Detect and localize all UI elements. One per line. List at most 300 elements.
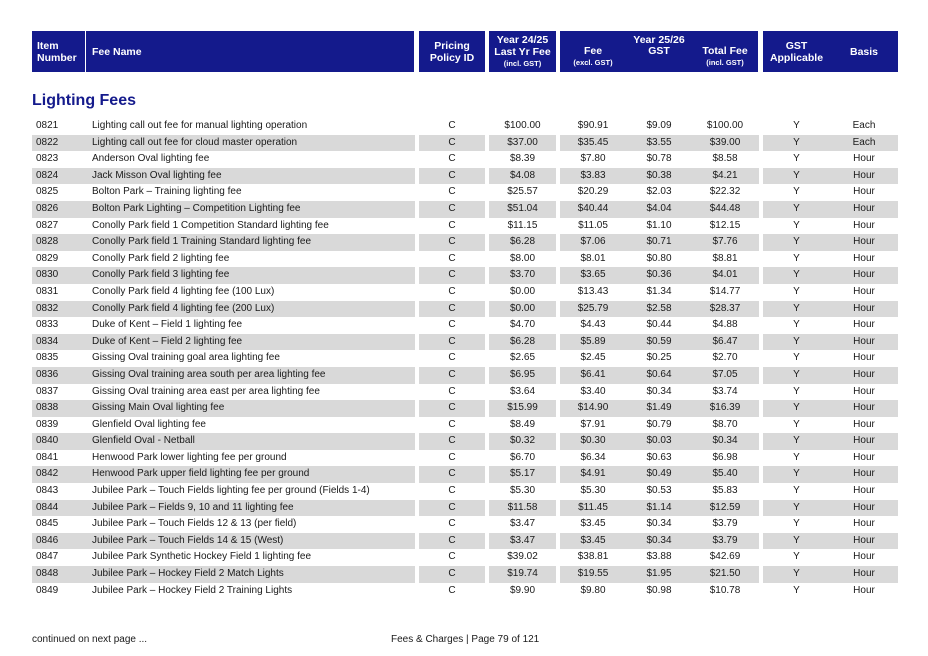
cell-pricing-policy: C — [448, 202, 456, 214]
cell-item-number: 0847 — [36, 551, 59, 563]
cell-item-number: 0831 — [36, 285, 59, 297]
cell-gst: $0.71 — [646, 236, 672, 248]
cell-item-number: 0833 — [36, 319, 59, 331]
table-row — [32, 417, 898, 434]
cell-gst: $3.55 — [646, 136, 672, 148]
cell-basis: Hour — [853, 335, 875, 347]
cell-fee-excl-gst: $90.91 — [577, 120, 609, 131]
cell-item-number: 0823 — [36, 153, 59, 165]
cell-fee-excl-gst: $40.44 — [577, 202, 609, 214]
cell-item-number: 0835 — [36, 352, 59, 364]
cell-gst-applicable: Y — [793, 120, 800, 131]
cell-last-year-fee: $19.74 — [507, 568, 538, 580]
cell-fee-name: Jubilee Park Synthetic Hockey Field 1 lighting fee — [92, 551, 312, 563]
cell-fee-name: Henwood Park upper field lighting fee per ground — [92, 468, 310, 480]
cell-last-year-fee: $0.32 — [509, 435, 536, 447]
cell-total-fee: $10.78 — [709, 584, 741, 596]
cell-last-year-fee: $8.39 — [509, 153, 536, 165]
cell-total-fee: $8.70 — [712, 418, 738, 430]
cell-basis: Hour — [853, 302, 875, 314]
cell-total-fee: $8.81 — [712, 252, 738, 264]
cell-basis: Hour — [853, 186, 875, 198]
cell-basis: Hour — [853, 584, 875, 596]
cell-gst: $0.38 — [646, 169, 672, 181]
cell-fee-excl-gst: $14.90 — [577, 402, 609, 414]
cell-gst: $2.58 — [646, 302, 672, 314]
cell-pricing-policy: C — [448, 385, 456, 397]
cell-basis: Hour — [853, 402, 875, 414]
cell-fee-excl-gst: $5.30 — [580, 485, 606, 497]
cell-total-fee: $21.50 — [709, 568, 741, 580]
header-gst — [626, 41, 692, 72]
header-year-2425-title: Year 24/25 — [496, 33, 549, 46]
cell-basis: Hour — [853, 252, 875, 264]
cell-basis: Hour — [853, 202, 875, 214]
cell-total-fee: $3.79 — [712, 518, 738, 530]
cell-basis: Hour — [853, 153, 875, 165]
cell-gst: $1.34 — [646, 285, 672, 297]
cell-item-number: 0824 — [36, 169, 59, 181]
cell-item-number: 0837 — [36, 385, 59, 397]
cell-fee-excl-gst: $25.79 — [577, 302, 609, 314]
column-separator — [415, 118, 419, 599]
cell-item-number: 0843 — [36, 485, 59, 497]
cell-pricing-policy: C — [448, 302, 456, 314]
cell-gst: $1.95 — [646, 568, 672, 580]
cell-gst-applicable: Y — [793, 169, 800, 181]
cell-total-fee: $8.58 — [712, 153, 738, 165]
cell-pricing-policy: C — [448, 468, 456, 480]
cell-pricing-policy: C — [448, 501, 456, 513]
cell-gst-applicable: Y — [793, 501, 800, 513]
cell-basis: Hour — [853, 319, 875, 331]
table-row — [32, 549, 898, 566]
cell-fee-name: Bolton Park – Training lighting fee — [92, 186, 242, 198]
header-total-fee — [692, 41, 758, 72]
cell-last-year-fee: $37.00 — [507, 136, 538, 148]
cell-fee-name: Bolton Park Lighting – Competition Lighting fee — [92, 202, 301, 214]
cell-basis: Hour — [853, 435, 875, 447]
cell-total-fee: $16.39 — [709, 402, 741, 414]
cell-item-number: 0827 — [36, 219, 59, 231]
header-fee-sub: (excl. GST) — [573, 57, 613, 67]
cell-basis: Hour — [853, 501, 875, 513]
cell-pricing-policy: C — [448, 435, 456, 447]
cell-pricing-policy: C — [448, 252, 456, 264]
cell-gst: $4.04 — [646, 202, 672, 214]
cell-last-year-fee: $25.57 — [507, 186, 538, 198]
cell-gst-applicable: Y — [793, 584, 800, 596]
cell-last-year-fee: $8.00 — [509, 252, 536, 264]
cell-fee-name: Anderson Oval lighting fee — [92, 153, 210, 165]
cell-last-year-fee: $6.28 — [509, 335, 536, 347]
cell-basis: Hour — [853, 485, 875, 497]
table-row — [32, 168, 898, 185]
cell-last-year-fee: $15.99 — [507, 402, 538, 414]
cell-gst: $3.88 — [646, 551, 672, 563]
cell-fee-excl-gst: $7.91 — [580, 418, 606, 430]
cell-fee-name: Conolly Park field 4 lighting fee (100 Lux) — [92, 285, 275, 297]
table-row — [32, 135, 898, 152]
cell-fee-name: Gissing Oval training area south per area lighting fee — [92, 368, 326, 380]
header-gst-applicable — [763, 31, 830, 72]
cell-gst-applicable: Y — [793, 402, 800, 414]
header-year-2425-sub: (incl. GST) — [503, 58, 542, 68]
cell-last-year-fee: $39.02 — [507, 551, 538, 563]
header-year-2526-title: Year 25/26 — [633, 34, 685, 46]
table-row — [32, 384, 898, 401]
cell-total-fee: $4.88 — [712, 319, 738, 331]
table-row — [32, 466, 898, 483]
cell-item-number: 0849 — [36, 584, 59, 596]
cell-gst-applicable: Y — [793, 319, 800, 331]
cell-gst: $0.25 — [646, 352, 672, 364]
table-row — [32, 118, 898, 135]
cell-basis: Hour — [853, 451, 875, 463]
cell-last-year-fee: $51.04 — [507, 202, 538, 214]
cell-item-number: 0834 — [36, 335, 59, 347]
header-item-number-label: Item Number — [37, 39, 77, 64]
cell-gst: $0.34 — [646, 534, 672, 546]
cell-gst: $0.63 — [646, 451, 672, 463]
cell-total-fee: $6.98 — [712, 451, 738, 463]
cell-basis: Hour — [853, 385, 875, 397]
cell-total-fee: $7.05 — [712, 368, 738, 380]
cell-item-number: 0839 — [36, 418, 59, 430]
cell-last-year-fee: $3.47 — [509, 534, 536, 546]
cell-gst-applicable: Y — [793, 252, 800, 264]
cell-item-number: 0838 — [36, 402, 59, 414]
cell-gst-applicable: Y — [793, 518, 800, 530]
cell-total-fee: $12.59 — [709, 501, 741, 513]
column-separator — [556, 118, 560, 599]
footer-page-info: Fees & Charges | Page 79 of 121 — [391, 634, 540, 645]
cell-basis: Hour — [853, 368, 875, 380]
cell-pricing-policy: C — [448, 402, 456, 414]
table-row — [32, 350, 898, 367]
cell-pricing-policy: C — [448, 352, 456, 364]
cell-item-number: 0828 — [36, 236, 59, 248]
header-basis — [830, 31, 898, 72]
cell-fee-excl-gst: $3.40 — [580, 385, 606, 397]
cell-pricing-policy: C — [448, 169, 456, 181]
table-row — [32, 218, 898, 235]
cell-last-year-fee: $4.08 — [509, 169, 536, 181]
cell-basis: Hour — [853, 269, 875, 281]
cell-last-year-fee: $11.15 — [507, 219, 538, 231]
cell-pricing-policy: C — [448, 219, 456, 231]
cell-gst: $2.03 — [646, 186, 672, 198]
cell-gst: $1.14 — [646, 501, 672, 513]
cell-total-fee: $12.15 — [709, 219, 741, 231]
cell-fee-name: Conolly Park field 1 Training Standard lighting fee — [92, 236, 312, 248]
header-gst-basis — [763, 31, 898, 72]
cell-basis: Hour — [853, 285, 875, 297]
cell-fee-name: Gissing Oval training area east per area lighting fee — [92, 385, 320, 397]
header-fee-label: Fee — [583, 44, 603, 57]
cell-fee-name: Jack Misson Oval lighting fee — [92, 169, 222, 181]
cell-pricing-policy: C — [448, 186, 456, 198]
cell-total-fee: $4.01 — [712, 269, 738, 281]
cell-gst-applicable: Y — [793, 335, 800, 347]
cell-basis: Hour — [853, 169, 875, 181]
cell-fee-excl-gst: $6.34 — [580, 451, 606, 463]
cell-fee-excl-gst: $0.30 — [580, 435, 606, 447]
cell-pricing-policy: C — [448, 485, 456, 497]
cell-gst: $0.36 — [646, 269, 672, 281]
table-row — [32, 151, 898, 168]
cell-pricing-policy: C — [448, 236, 456, 248]
cell-last-year-fee: $9.90 — [509, 584, 536, 596]
header-year-2425-label: Last Yr Fee — [494, 45, 551, 58]
cell-total-fee: $44.48 — [709, 202, 741, 214]
cell-gst: $1.49 — [646, 402, 672, 414]
table-row — [32, 566, 898, 583]
header-pricing-policy-id-label: Pricing Policy ID — [429, 39, 475, 64]
cell-basis: Hour — [853, 568, 875, 580]
cell-last-year-fee: $8.49 — [509, 418, 536, 430]
cell-gst: $9.09 — [646, 120, 672, 131]
cell-item-number: 0826 — [36, 202, 59, 214]
cell-gst-applicable: Y — [793, 236, 800, 248]
cell-fee-name: Conolly Park field 2 lighting fee — [92, 252, 230, 264]
header-total-fee-label: Total Fee — [702, 44, 748, 57]
header-total-fee-sub: (incl. GST) — [706, 57, 744, 67]
cell-fee-excl-gst: $4.43 — [580, 319, 606, 331]
cell-fee-name: Jubilee Park – Touch Fields 12 & 13 (per field) — [92, 518, 297, 530]
table-row — [32, 201, 898, 218]
cell-item-number: 0822 — [36, 136, 59, 148]
cell-total-fee: $4.21 — [712, 169, 738, 181]
cell-fee-name: Conolly Park field 1 Competition Standard lighting fee — [92, 219, 329, 231]
table-row — [32, 234, 898, 251]
table-row — [32, 516, 898, 533]
cell-last-year-fee: $4.70 — [509, 319, 536, 331]
cell-last-year-fee: $100.00 — [504, 120, 541, 131]
column-separator — [759, 118, 763, 599]
cell-gst-applicable: Y — [793, 136, 800, 148]
cell-last-year-fee: $3.64 — [509, 385, 536, 397]
cell-total-fee: $6.47 — [712, 335, 738, 347]
cell-gst-applicable: Y — [793, 269, 800, 281]
cell-pricing-policy: C — [448, 319, 456, 331]
cell-basis: Hour — [853, 236, 875, 248]
table-row — [32, 334, 898, 351]
cell-total-fee: $28.37 — [709, 302, 741, 314]
cell-basis: Hour — [853, 468, 875, 480]
cell-fee-excl-gst: $20.29 — [577, 186, 609, 198]
cell-pricing-policy: C — [448, 269, 456, 281]
cell-fee-excl-gst: $9.80 — [580, 584, 606, 596]
cell-fee-name: Henwood Park lower lighting fee per ground — [92, 451, 287, 463]
cell-item-number: 0846 — [36, 534, 59, 546]
cell-pricing-policy: C — [448, 518, 456, 530]
cell-fee-name: Gissing Oval training goal area lighting fee — [92, 352, 280, 364]
table-row — [32, 301, 898, 318]
table-row — [32, 267, 898, 284]
table-row — [32, 251, 898, 268]
cell-last-year-fee: $11.58 — [507, 501, 538, 513]
cell-item-number: 0842 — [36, 468, 59, 480]
header-gst-applicable-label: GST Applicable — [769, 39, 824, 64]
cell-gst-applicable: Y — [793, 219, 800, 231]
cell-fee-name: Glenfield Oval - Netball — [92, 435, 195, 447]
cell-basis: Hour — [853, 534, 875, 546]
cell-fee-excl-gst: $35.45 — [577, 136, 609, 148]
cell-item-number: 0829 — [36, 252, 59, 264]
cell-item-number: 0841 — [36, 451, 59, 463]
cell-fee-excl-gst: $8.01 — [580, 252, 606, 264]
cell-item-number: 0825 — [36, 186, 59, 198]
header-pricing-policy-id — [419, 31, 485, 72]
cell-fee-name: Lighting call out fee for cloud master operation — [92, 136, 298, 148]
cell-total-fee: $5.40 — [712, 468, 738, 480]
cell-gst: $0.49 — [646, 468, 672, 480]
fee-table-body — [32, 118, 898, 599]
cell-gst-applicable: Y — [793, 485, 800, 497]
cell-basis: Each — [852, 136, 876, 148]
cell-basis: Hour — [853, 219, 875, 231]
cell-pricing-policy: C — [448, 534, 456, 546]
cell-pricing-policy: C — [448, 568, 456, 580]
table-row — [32, 400, 898, 417]
cell-gst-applicable: Y — [793, 352, 800, 364]
cell-fee-excl-gst: $13.43 — [577, 285, 609, 297]
header-gst-label: GST — [648, 45, 670, 57]
cell-item-number: 0840 — [36, 435, 59, 447]
cell-item-number: 0832 — [36, 302, 59, 314]
table-row — [32, 433, 898, 450]
cell-fee-excl-gst: $4.91 — [580, 468, 606, 480]
cell-gst-applicable: Y — [793, 568, 800, 580]
cell-gst-applicable: Y — [793, 368, 800, 380]
cell-total-fee: $0.34 — [712, 435, 738, 447]
cell-fee-name: Conolly Park field 3 lighting fee — [92, 269, 230, 281]
cell-pricing-policy: C — [448, 418, 456, 430]
header-year-2526 — [560, 31, 758, 72]
cell-fee-excl-gst: $19.55 — [577, 568, 609, 580]
cell-pricing-policy: C — [448, 368, 456, 380]
header-basis-label: Basis — [849, 45, 879, 58]
column-separator — [485, 118, 489, 599]
cell-fee-name: Jubilee Park – Fields 9, 10 and 11 lighting fee — [92, 501, 294, 513]
table-row — [32, 450, 898, 467]
cell-gst: $0.03 — [646, 435, 672, 447]
cell-fee-excl-gst: $3.65 — [580, 269, 606, 281]
cell-total-fee: $3.79 — [712, 534, 738, 546]
cell-total-fee: $22.32 — [709, 186, 741, 198]
cell-total-fee: $2.70 — [712, 352, 738, 364]
cell-gst-applicable: Y — [793, 202, 800, 214]
cell-gst: $0.64 — [646, 368, 672, 380]
cell-pricing-policy: C — [448, 153, 456, 165]
cell-basis: Hour — [853, 352, 875, 364]
cell-last-year-fee: $5.30 — [509, 485, 536, 497]
cell-pricing-policy: C — [448, 584, 456, 596]
cell-pricing-policy: C — [448, 335, 456, 347]
cell-pricing-policy: C — [448, 120, 456, 131]
cell-fee-name: Jubilee Park – Touch Fields lighting fee per ground (Fields 1-4) — [92, 485, 370, 497]
cell-gst: $0.34 — [646, 385, 672, 397]
cell-gst-applicable: Y — [793, 302, 800, 314]
cell-fee-excl-gst: $3.45 — [580, 534, 606, 546]
cell-fee-name: Jubilee Park – Hockey Field 2 Match Lights — [92, 568, 284, 580]
cell-total-fee: $14.77 — [709, 285, 741, 297]
cell-fee-excl-gst: $5.89 — [580, 335, 606, 347]
table-row — [32, 184, 898, 201]
cell-fee-excl-gst: $7.06 — [580, 236, 606, 248]
cell-total-fee: $39.00 — [709, 136, 741, 148]
cell-gst: $0.78 — [646, 153, 672, 165]
cell-last-year-fee: $0.00 — [509, 285, 536, 297]
header-year-2425 — [489, 31, 556, 72]
cell-last-year-fee: $6.95 — [509, 368, 536, 380]
footer-continued: continued on next page ... — [32, 634, 148, 645]
cell-fee-excl-gst: $3.45 — [580, 518, 606, 530]
cell-gst: $0.44 — [646, 319, 672, 331]
cell-fee-excl-gst: $6.41 — [580, 368, 606, 380]
cell-item-number: 0821 — [36, 120, 59, 131]
table-row — [32, 367, 898, 384]
cell-last-year-fee: $6.28 — [509, 236, 536, 248]
cell-basis: Hour — [853, 418, 875, 430]
cell-gst-applicable: Y — [793, 551, 800, 563]
cell-fee-excl-gst: $11.05 — [578, 219, 608, 231]
cell-gst: $0.53 — [646, 485, 672, 497]
cell-fee-excl-gst: $11.45 — [578, 501, 608, 513]
cell-gst: $0.34 — [646, 518, 672, 530]
cell-gst-applicable: Y — [793, 468, 800, 480]
cell-pricing-policy: C — [448, 551, 456, 563]
cell-gst-applicable: Y — [793, 435, 800, 447]
cell-gst-applicable: Y — [793, 385, 800, 397]
cell-gst: $0.79 — [646, 418, 672, 430]
cell-pricing-policy: C — [448, 285, 456, 297]
cell-fee-name: Duke of Kent – Field 2 lighting fee — [92, 335, 243, 347]
cell-fee-name: Gissing Main Oval lighting fee — [92, 402, 225, 414]
cell-fee-excl-gst: $2.45 — [580, 352, 606, 364]
cell-item-number: 0844 — [36, 501, 59, 513]
cell-last-year-fee: $0.00 — [509, 302, 536, 314]
cell-last-year-fee: $3.47 — [509, 518, 536, 530]
header-fee-name — [86, 31, 414, 72]
cell-last-year-fee: $2.65 — [509, 352, 536, 364]
cell-fee-excl-gst: $3.83 — [580, 169, 606, 181]
table-row — [32, 500, 898, 517]
cell-total-fee: $7.76 — [712, 236, 738, 248]
table-row — [32, 483, 898, 500]
cell-gst-applicable: Y — [793, 186, 800, 198]
cell-item-number: 0848 — [36, 568, 59, 580]
cell-fee-name: Duke of Kent – Field 1 lighting fee — [92, 319, 243, 331]
cell-gst-applicable: Y — [793, 285, 800, 297]
table-row — [32, 583, 898, 600]
table-row — [32, 284, 898, 301]
cell-fee-name: Glenfield Oval lighting fee — [92, 418, 206, 430]
cell-total-fee: $100.00 — [706, 120, 744, 131]
cell-item-number: 0830 — [36, 269, 59, 281]
cell-last-year-fee: $5.17 — [509, 468, 536, 480]
cell-last-year-fee: $6.70 — [509, 451, 536, 463]
cell-fee-excl-gst: $38.81 — [577, 551, 609, 563]
cell-total-fee: $42.69 — [709, 551, 741, 563]
cell-fee-name: Jubilee Park – Hockey Field 2 Training Lights — [92, 584, 293, 596]
cell-total-fee: $5.83 — [712, 485, 738, 497]
cell-gst-applicable: Y — [793, 534, 800, 546]
cell-gst-applicable: Y — [793, 418, 800, 430]
header-fee-name-label: Fee Name — [92, 45, 142, 58]
header-item-number — [32, 31, 85, 72]
